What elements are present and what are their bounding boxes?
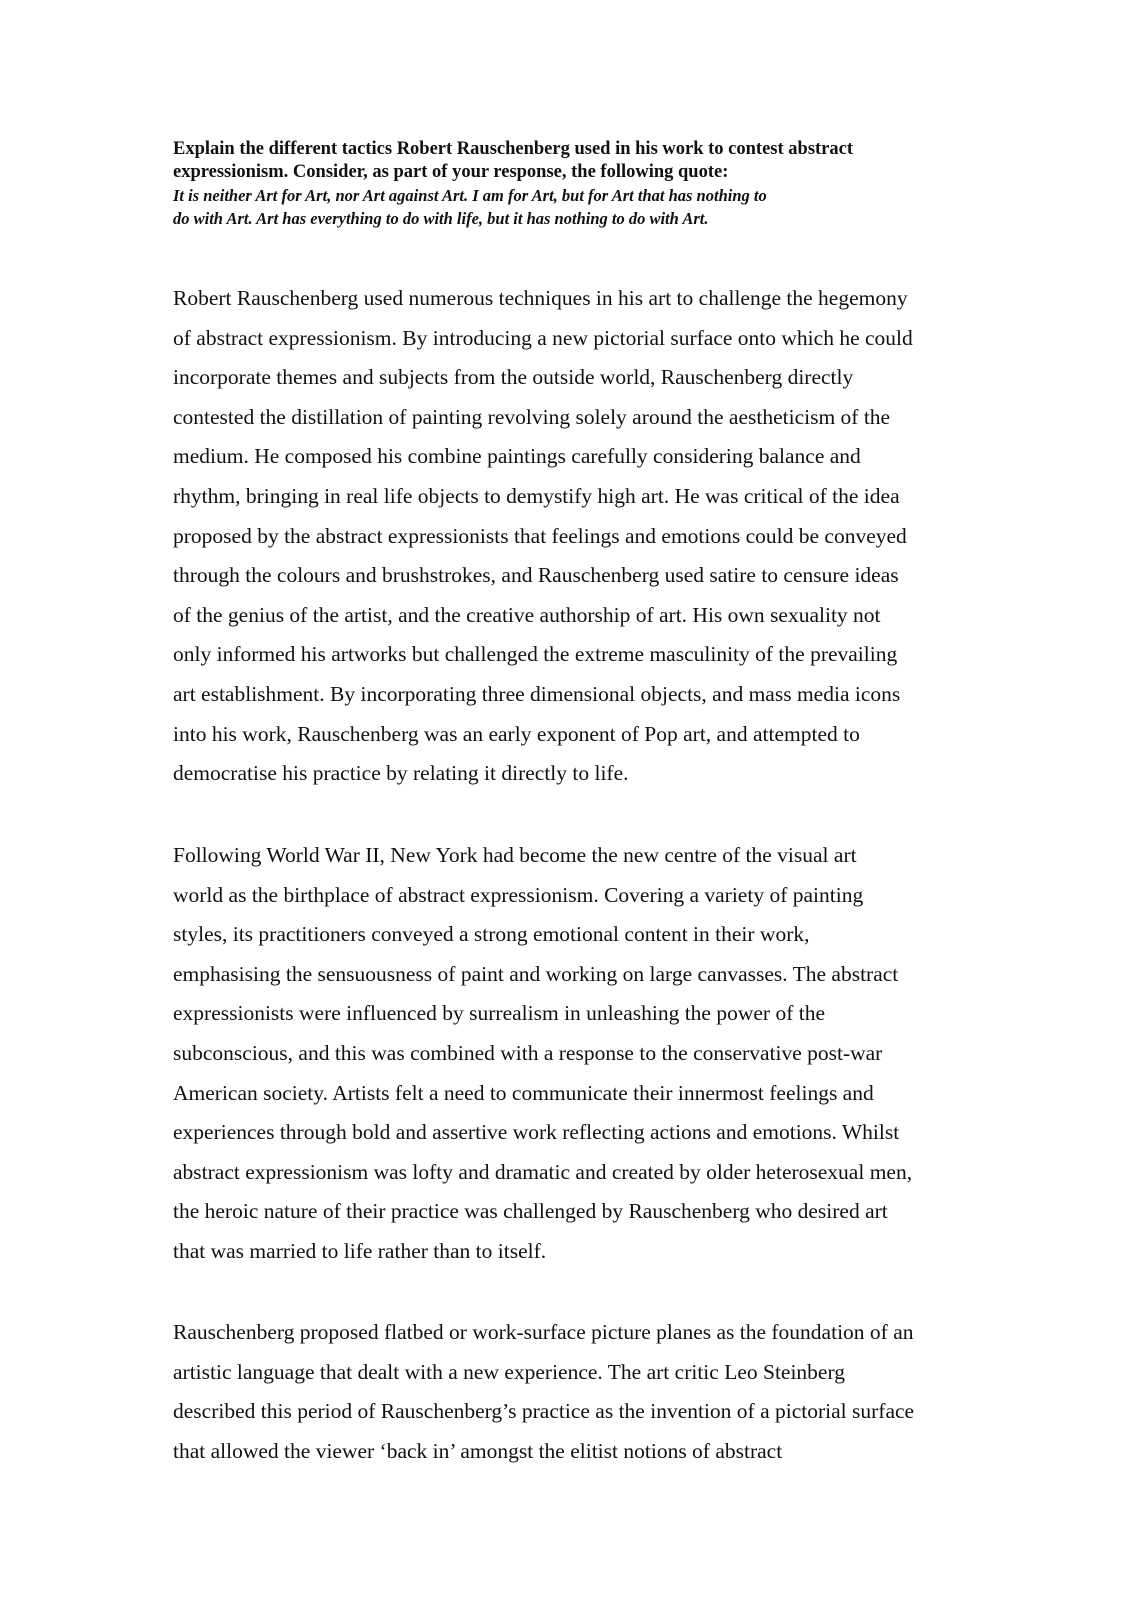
paragraph-line: subconscious, and this was combined with a response to the conservative post-war <box>173 1040 883 1065</box>
paragraph-line: rhythm, bringing in real life objects to demystify high art. He was critical of the idea <box>173 483 900 508</box>
paragraph-line: proposed by the abstract expressionists that feelings and emotions could be conveyed <box>173 523 907 548</box>
essay-question <box>173 138 973 230</box>
paragraph-line: American society. Artists felt a need to communicate their innermost feelings and <box>173 1080 874 1105</box>
paragraph-line: of the genius of the artist, and the creative authorship of art. His own sexuality not <box>173 602 881 627</box>
body-paragraph-1 <box>173 279 973 794</box>
paragraph-line: emphasising the sensuousness of paint and working on large canvasses. The abstract <box>173 961 899 986</box>
paragraph-line: abstract expressionism was lofty and dramatic and created by older heterosexual men, <box>173 1159 913 1184</box>
paragraph-line: incorporate themes and subjects from the outside world, Rauschenberg directly <box>173 365 854 390</box>
paragraph-line: world as the birthplace of abstract expressionism. Covering a variety of painting <box>173 882 864 907</box>
paragraph-line: Robert Rauschenberg used numerous techniques in his art to challenge the hegemony <box>173 286 908 310</box>
paragraph-line: Following World War II, New York had become the new centre of the visual art <box>173 843 857 867</box>
paragraph-line: expressionists were influenced by surrealism in unleashing the power of the <box>173 1001 825 1026</box>
question-line: expressionism. Consider, as part of your response, the following quote: <box>173 162 729 182</box>
body-paragraph-2 <box>173 836 973 1272</box>
quote-line: do with Art. Art has everything to do with life, but it has nothing to do with Art. <box>173 209 709 228</box>
paragraph-line: contested the distillation of painting revolving solely around the aestheticism of the <box>173 404 891 429</box>
paragraph-line: only informed his artworks but challenged the extreme masculinity of the prevailing <box>173 642 898 667</box>
paragraph-line: styles, its practitioners conveyed a strong emotional content in their work, <box>173 922 810 947</box>
paragraph-line: the heroic nature of their practice was challenged by Rauschenberg who desired art <box>173 1199 888 1224</box>
quote-line: It is neither Art for Art, nor Art against Art. I am for Art, but for Art that has nothing to <box>173 186 767 205</box>
paragraph-line: democratise his practice by relating it directly to life. <box>173 761 629 786</box>
question-line: Explain the different tactics Robert Rauschenberg used in his work to contest abstract <box>173 139 854 159</box>
paragraph-line: of abstract expressionism. By introducing a new pictorial surface onto which he could <box>173 325 913 350</box>
paragraph-line: artistic language that dealt with a new experience. The art critic Leo Steinberg <box>173 1359 846 1384</box>
paragraph-line: described this period of Rauschenberg’s practice as the invention of a pictorial surface <box>173 1399 915 1424</box>
paragraph-line: through the colours and brushstrokes, and Rauschenberg used satire to censure ideas <box>173 563 899 588</box>
body-paragraph-3 <box>173 1313 973 1471</box>
paragraph-line: medium. He composed his combine paintings carefully considering balance and <box>173 444 861 469</box>
paragraph-line: Rauschenberg proposed flatbed or work-surface picture planes as the foundation of an <box>173 1320 914 1344</box>
paragraph-line: that allowed the viewer ‘back in’ amongst the elitist notions of abstract <box>173 1438 783 1463</box>
paragraph-line: that was married to life rather than to itself. <box>173 1238 547 1263</box>
paragraph-line: into his work, Rauschenberg was an early exponent of Pop art, and attempted to <box>173 721 860 746</box>
paragraph-line: art establishment. By incorporating three dimensional objects, and mass media icons <box>173 681 901 706</box>
paragraph-line: experiences through bold and assertive work reflecting actions and emotions. Whilst <box>173 1120 900 1145</box>
